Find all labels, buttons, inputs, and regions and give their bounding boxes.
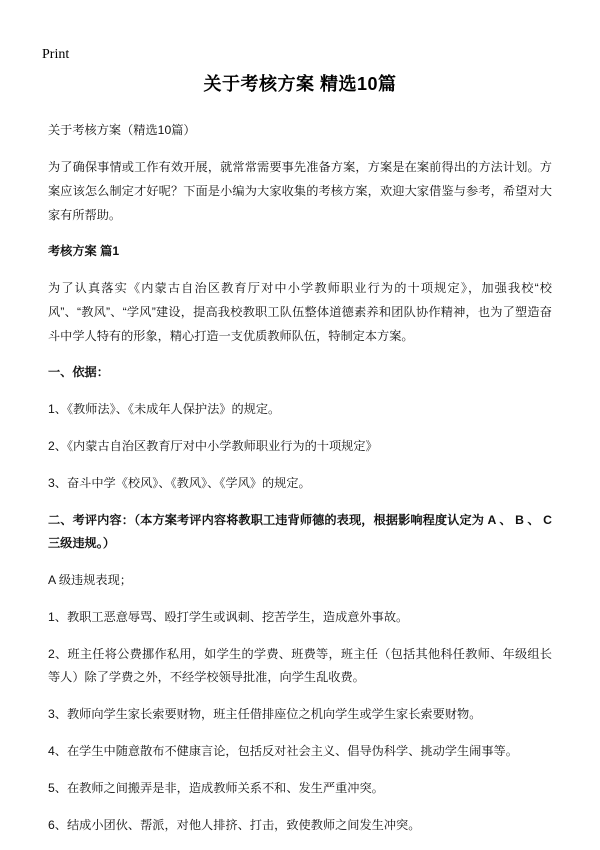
list-item-a-3: 3、教师向学生家长索要财物，班主任借排座位之机向学生或学生家长索要财物。 (48, 707, 482, 722)
print-button[interactable]: Print (42, 47, 70, 62)
list-item-basis-2: 2、《内蒙古自治区教育厅对中小学教师职业行为的十项规定》 (48, 439, 378, 453)
paragraph-plan-1-body: 为了认真落实《内蒙古自治区教育厅对中小学教师职业行为的十项规定》，加强我校“校风”、“教风”、“学风”建设，提高我校教职工队伍整体道德素养和团队协作精神，也为了塑造奋斗中学人特有的形象，精心打造一支优质教师队伍，特制定本方案。 (48, 281, 552, 343)
list-item-a-2: 2、班主任将公费挪作私用，如学生的学费、班费等，班主任（包括其他科任教师、年级组长等人）除了学费之外，不经学校领导批准，向学生乱收费。 (48, 646, 552, 685)
paragraph-subtitle: 关于考核方案（精选10篇） (48, 123, 196, 138)
list-item-basis-3: 3、奋斗中学《校风》、《教风》、《学风》的规定。 (48, 475, 311, 490)
document-body (48, 72, 552, 850)
paragraph-intro: 为了确保事情或工作有效开展，就常常需要事先准备方案，方案是在案前得出的方法计划。方案应该怎么制定才好呢？下面是小编为大家收集的考核方案，欢迎大家借鉴与参考，希望对大家有所帮助。 (48, 159, 552, 222)
section-heading-plan-1: 考核方案 篇1 (48, 244, 120, 259)
section-heading-basis: 一、依据： (48, 365, 109, 380)
list-item-a-6: 6、结成小团伙、帮派，对他人排挤、打击，致使教师之间发生冲突。 (48, 817, 421, 832)
list-item-a-4: 4、在学生中随意散布不健康言论，包括反对社会主义、倡导伪科学、挑动学生闹事等。 (48, 744, 518, 759)
page-title: 关于考核方案 精选10篇 (203, 74, 397, 94)
list-item-a-5: 5、在教师之间搬弄是非，造成教师关系不和、发生严重冲突。 (48, 780, 384, 795)
section-heading-content: 二、考评内容：（本方案考评内容将教职工违背师德的表现，根据影响程度认定为 A 、 B 、 C 三级违规。） (48, 512, 552, 551)
list-item-a-1: 1、教职工恶意辱骂、殴打学生或讽刺、挖苦学生，造成意外事故。 (48, 609, 409, 624)
list-item-basis-1: 1、《教师法》、《未成年人保护法》的规定。 (48, 402, 281, 417)
subheading-level-a: A 级违规表现； (48, 573, 132, 588)
